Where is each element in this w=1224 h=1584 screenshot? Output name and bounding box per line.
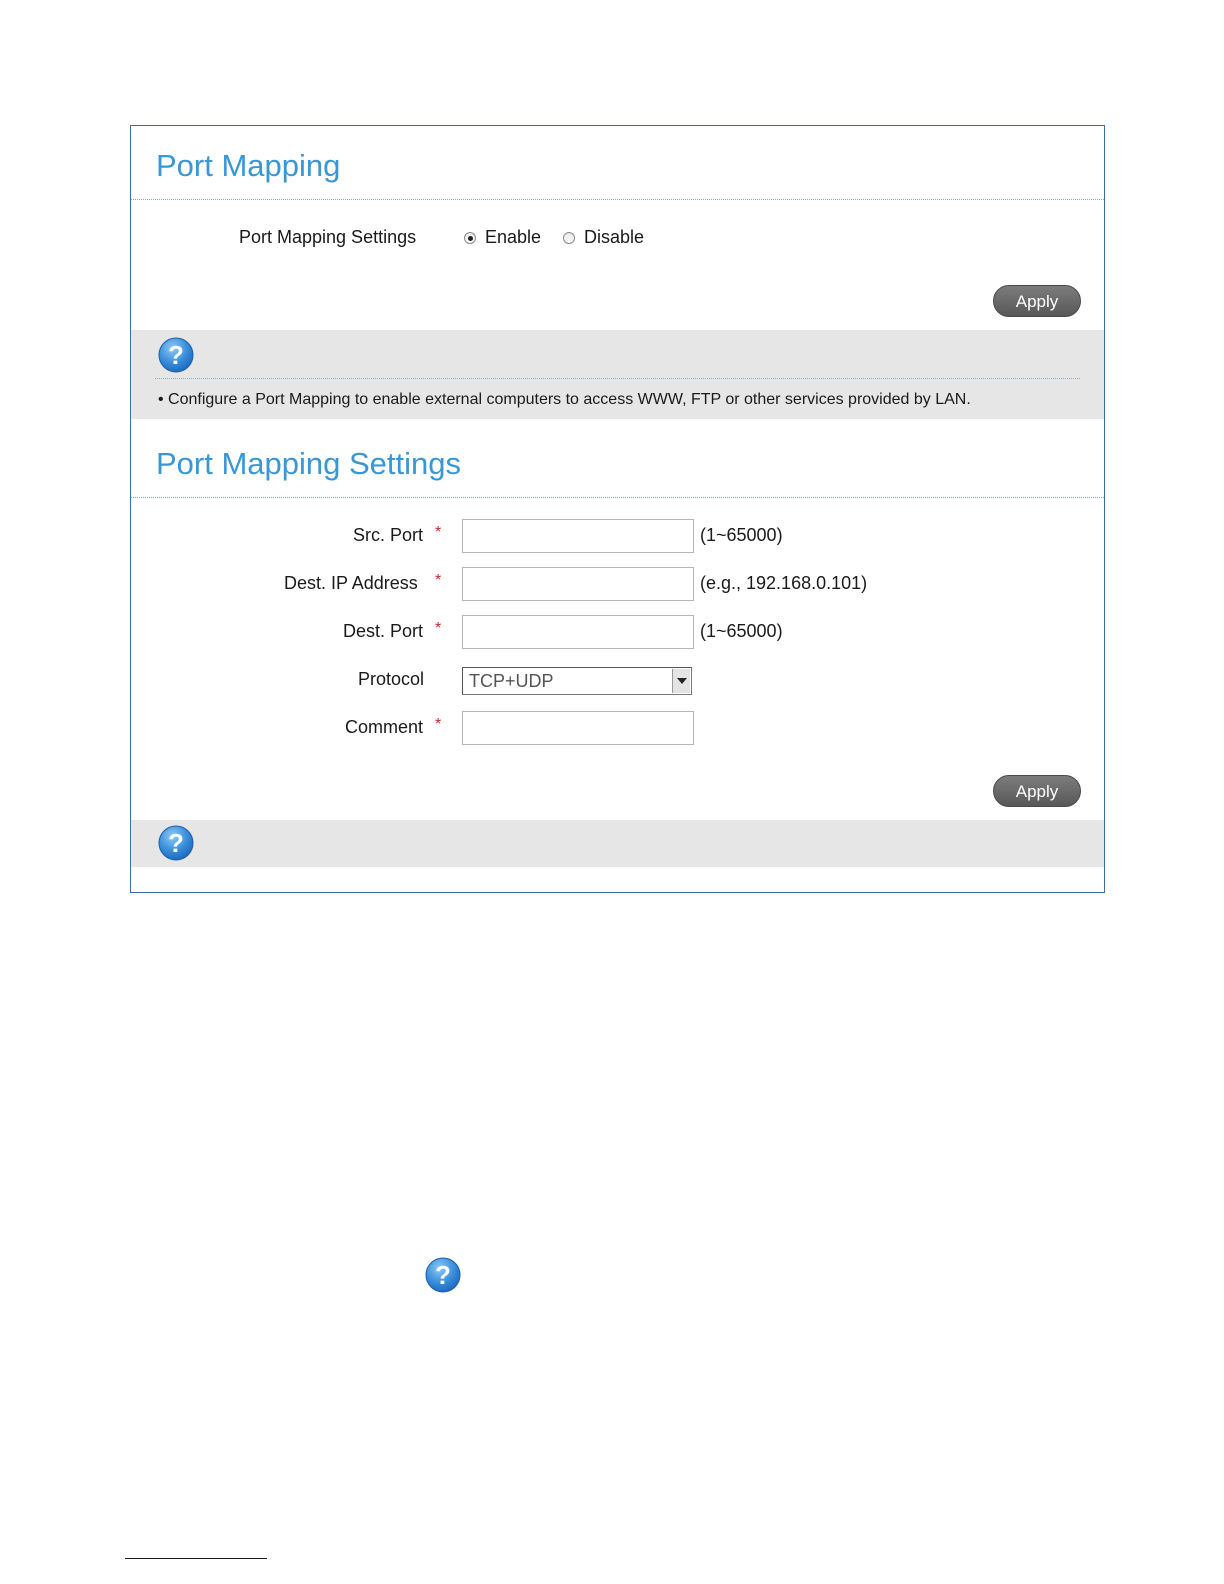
protocol-selected-value: TCP+UDP <box>469 671 554 691</box>
required-marker: * <box>435 572 442 589</box>
comment-input[interactable] <box>462 711 694 745</box>
required-marker: * <box>435 620 442 637</box>
help-panel <box>131 330 1104 419</box>
enable-radio-label[interactable]: Enable <box>485 227 542 247</box>
protocol-select[interactable] <box>462 667 692 695</box>
dest-port-label: Dest. Port <box>343 621 424 641</box>
enable-radio[interactable] <box>464 232 476 244</box>
dest-ip-input[interactable] <box>462 567 694 601</box>
chevron-down-icon[interactable] <box>672 669 690 693</box>
disable-radio-label[interactable]: Disable <box>584 227 645 247</box>
port-mapping-settings-label: Port Mapping Settings <box>239 227 417 247</box>
src-port-input[interactable] <box>462 519 694 553</box>
page-title: Port Mapping <box>156 148 341 183</box>
question-mark-help-icon <box>425 1257 461 1293</box>
footnote-divider <box>125 1558 267 1559</box>
required-marker: * <box>435 716 442 733</box>
required-marker: * <box>435 524 442 541</box>
dest-ip-hint: (e.g., 192.168.0.101) <box>700 573 868 593</box>
svg-text:?: ? <box>435 1260 451 1290</box>
dest-ip-label: Dest. IP Address <box>284 573 418 593</box>
protocol-label: Protocol <box>358 669 425 689</box>
src-port-hint: (1~65000) <box>700 525 783 545</box>
settings-divider <box>131 497 1104 498</box>
question-mark-help-icon[interactable] <box>158 337 194 373</box>
apply-button-settings[interactable]: Apply <box>993 775 1081 807</box>
apply-button[interactable]: Apply <box>993 285 1081 317</box>
title-divider <box>131 199 1104 200</box>
port-mapping-panel <box>130 125 1105 893</box>
help-panel-settings <box>131 820 1104 867</box>
svg-text:?: ? <box>168 828 184 858</box>
disable-radio[interactable] <box>563 232 575 244</box>
help-divider <box>155 378 1080 379</box>
src-port-label: Src. Port <box>353 525 424 545</box>
section-title-settings: Port Mapping Settings <box>156 446 462 481</box>
comment-label: Comment <box>345 717 424 737</box>
help-text: • Configure a Port Mapping to enable external computers to access WWW, FTP or other services provided by LAN. <box>158 391 971 408</box>
dest-port-hint: (1~65000) <box>700 621 783 641</box>
question-mark-help-icon[interactable] <box>158 825 194 861</box>
dest-port-input[interactable] <box>462 615 694 649</box>
svg-text:?: ? <box>168 340 184 370</box>
